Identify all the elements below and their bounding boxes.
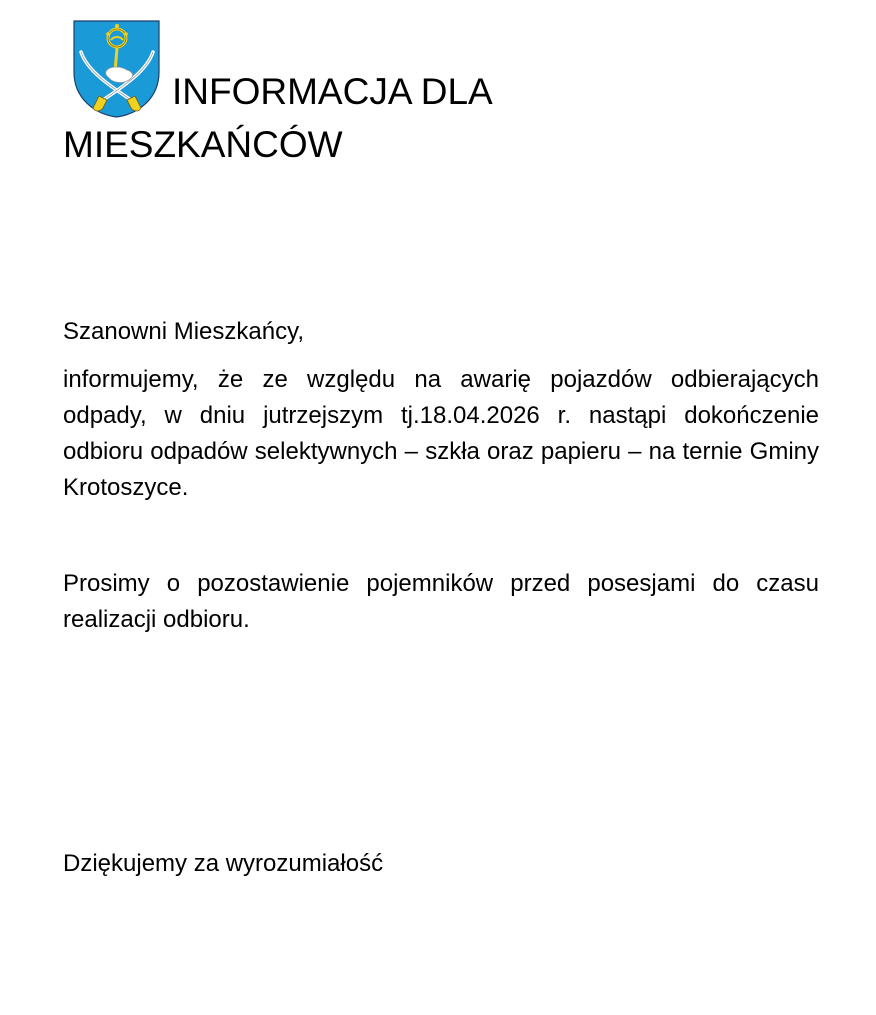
paragraph-main-notice: informujemy, że ze względu na awarię pojazdów odbierających odpady, w dniu jutrzejszym tj.18.04.2026 r. nastąpi dokończenie odbioru odpadów selektywnych – szkła oraz papieru – na ternie Gminy Krotoszyce. — [63, 366, 819, 501]
coat-of-arms-icon — [73, 20, 160, 118]
greeting: Szanowni Mieszkańcy, — [63, 318, 304, 345]
paragraph-request: Prosimy o pozostawienie pojemników przed posesjami do czasu realizacji odbioru. — [63, 570, 819, 633]
title-line-1: INFORMACJA DLA — [172, 71, 493, 112]
title-line-2: MIESZKAŃCÓW — [63, 124, 343, 165]
closing-thanks: Dziękujemy za wyrozumiałość — [63, 850, 384, 877]
